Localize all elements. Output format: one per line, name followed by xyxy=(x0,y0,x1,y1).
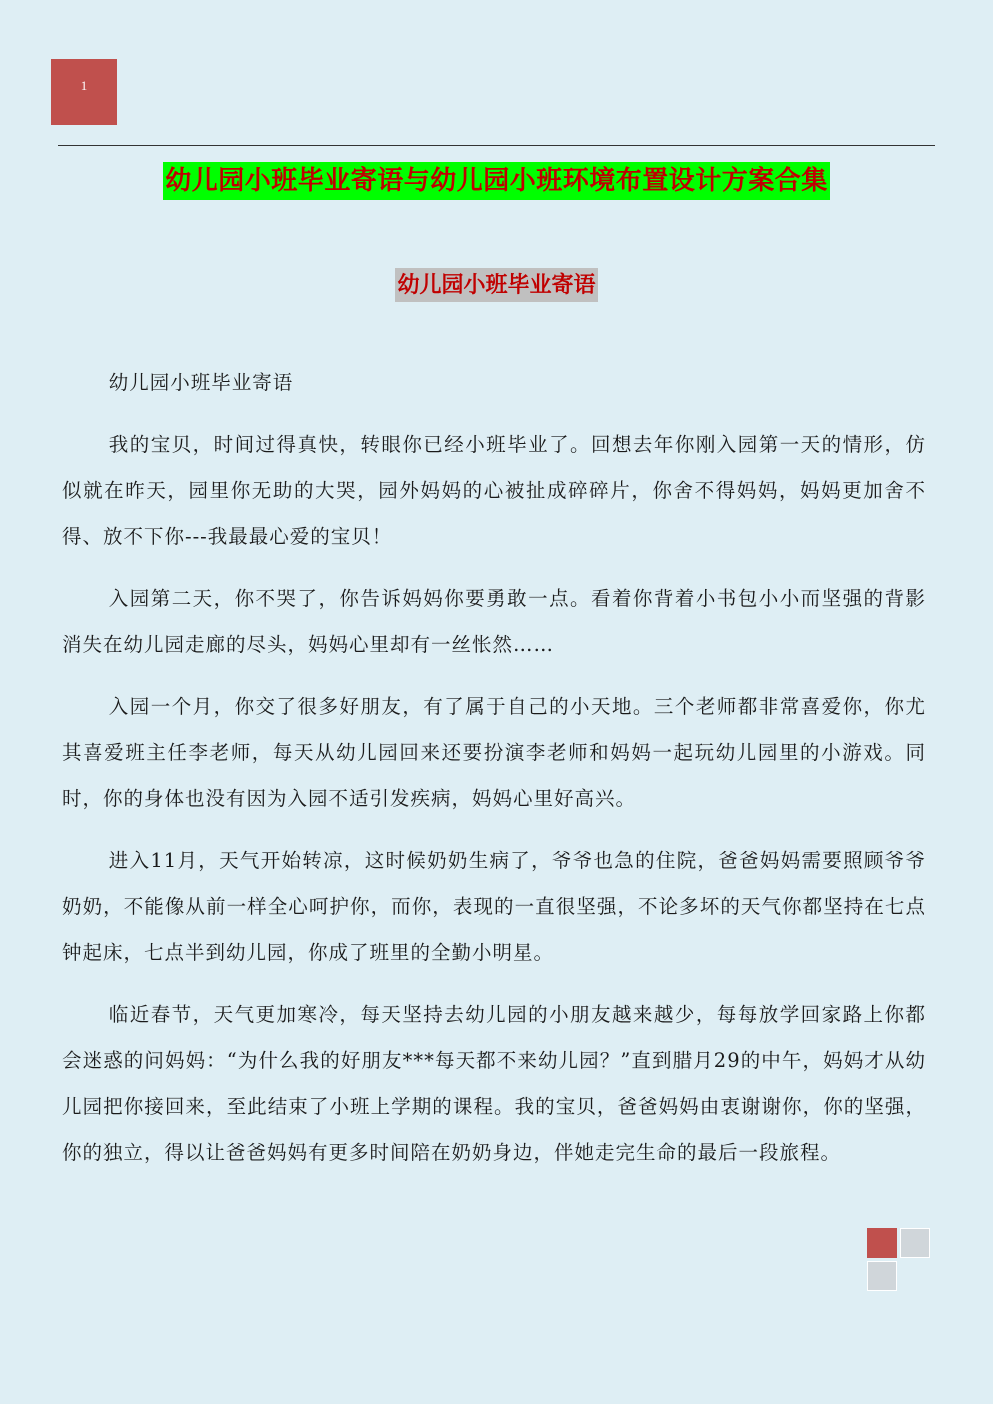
paragraph: 我的宝贝，时间过得真快，转眼你已经小班毕业了。回想去年你刚入园第一天的情形，仿似就在昨天，园里你无助的大哭，园外妈妈的心被扯成碎碎片，你舍不得妈妈，妈妈更加舍不得、放不下你---我最最心爱的宝贝！ xyxy=(62,433,926,548)
paragraph-heading: 幼儿园小班毕业寄语 xyxy=(108,371,294,394)
section-title: 幼儿园小班毕业寄语 xyxy=(395,268,597,302)
section-title-container xyxy=(0,268,993,302)
decoration-square-grey xyxy=(867,1261,897,1291)
decoration-square-grey xyxy=(900,1228,930,1258)
page-number: 1 xyxy=(80,78,88,93)
document-title-container xyxy=(0,162,993,200)
paragraph: 入园第二天，你不哭了，你告诉妈妈你要勇敢一点。看着你背着小书包小小而坚强的背影消失在幼儿园走廊的尽头，妈妈心里却有一丝怅然…… xyxy=(62,587,926,656)
header-divider xyxy=(58,145,935,146)
decoration-square-red xyxy=(867,1228,897,1258)
document-title: 幼儿园小班毕业寄语与幼儿园小班环境布置设计方案合集 xyxy=(163,162,830,200)
document-body xyxy=(62,360,926,1192)
paragraph: 进入11月，天气开始转凉，这时候奶奶生病了，爷爷也急的住院，爸爸妈妈需要照顾爷爷奶奶，不能像从前一样全心呵护你，而你，表现的一直很坚强，不论多坏的天气你都坚持在七点钟起床，七点半到幼儿园，你成了班里的全勤小明星。 xyxy=(62,849,926,964)
paragraph: 入园一个月，你交了很多好朋友，有了属于自己的小天地。三个老师都非常喜爱你，你尤其喜爱班主任李老师，每天从幼儿园回来还要扮演李老师和妈妈一起玩幼儿园里的小游戏。同时，你的身体也没有因为入园不适引发疾病，妈妈心里好高兴。 xyxy=(62,695,926,810)
paragraph: 临近春节，天气更加寒冷，每天坚持去幼儿园的小朋友越来越少，每每放学回家路上你都会迷惑的问妈妈：“为什么我的好朋友***每天都不来幼儿园？”直到腊月29的中午，妈妈才从幼儿园把你接回来，至此结束了小班上学期的课程。我的宝贝，爸爸妈妈由衷谢谢你，你的坚强，你的独立，得以让爸爸妈妈有更多时间陪在奶奶身边，伴她走完生命的最后一段旅程。 xyxy=(62,1003,926,1164)
page-number-badge xyxy=(51,59,117,125)
corner-decoration xyxy=(867,1228,933,1294)
